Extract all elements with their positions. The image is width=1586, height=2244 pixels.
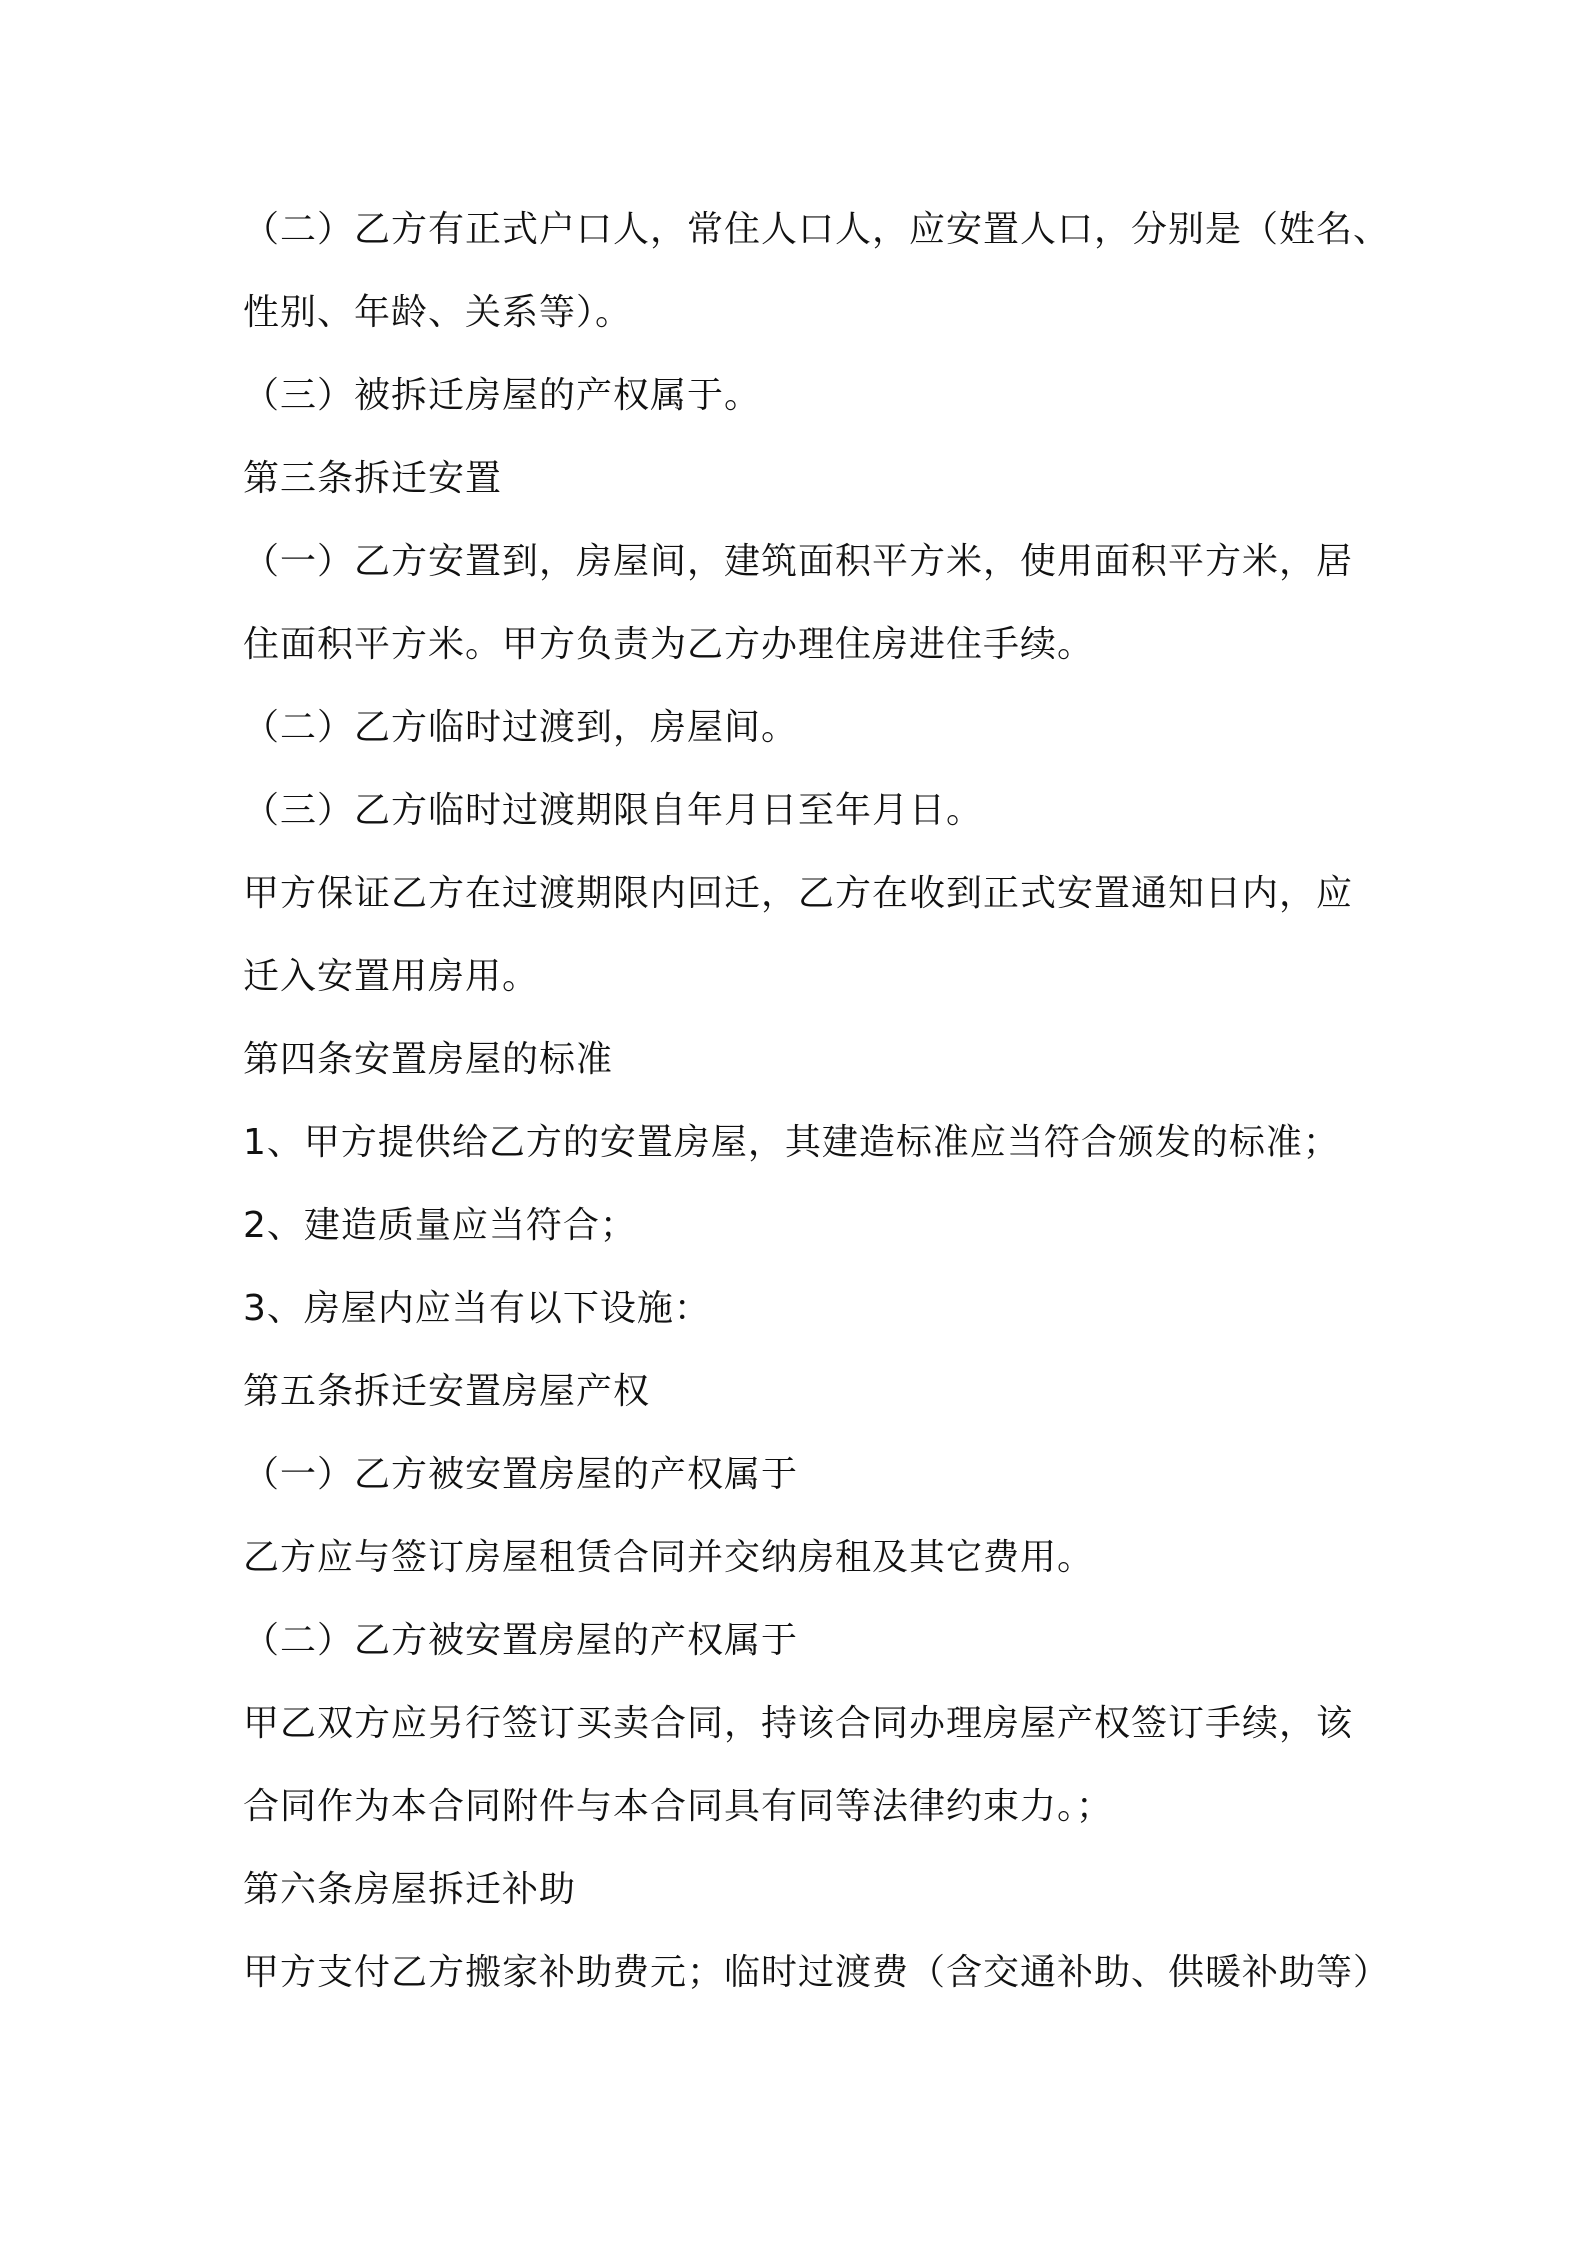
text-line-return-guarantee-cont: 迁入安置用房用。 [243, 956, 540, 997]
text-line-clause-2-2: （二）乙方有正式户口人，常住人口人，应安置人口，分别是（姓名、 [243, 209, 1391, 250]
text-line-clause-5-1: （一）乙方被安置房屋的产权属于 [243, 1454, 799, 1495]
section-heading-article-6: 第六条房屋拆迁补助 [243, 1869, 577, 1910]
text-line-lease-contract: 乙方应与签订房屋租赁合同并交纳房租及其它费用。 [243, 1537, 1095, 1578]
text-line-clause-2-2-cont: 性别、年龄、关系等）。 [243, 292, 633, 333]
text-line-standard-2: 2、建造质量应当符合； [243, 1205, 637, 1246]
section-heading-article-3: 第三条拆迁安置 [243, 458, 503, 499]
text-line-clause-3-1-cont: 住面积平方米。甲方负责为乙方办理住房进住手续。 [243, 624, 1095, 665]
text-line-clause-3-1: （一）乙方安置到，房屋间，建筑面积平方米，使用面积平方米，居 [243, 541, 1354, 582]
section-heading-article-5: 第五条拆迁安置房屋产权 [243, 1371, 651, 1412]
text-line-clause-3-3: （三）乙方临时过渡期限自年月日至年月日。 [243, 790, 984, 831]
text-line-sale-contract-cont: 合同作为本合同附件与本合同具有同等法律约束力。； [243, 1786, 1114, 1827]
text-line-standard-3: 3、房屋内应当有以下设施： [243, 1288, 711, 1329]
text-line-sale-contract: 甲乙双方应另行签订买卖合同，持该合同办理房屋产权签订手续，该 [243, 1703, 1354, 1744]
text-line-clause-2-3: （三）被拆迁房屋的产权属于。 [243, 375, 762, 416]
section-heading-article-4: 第四条安置房屋的标准 [243, 1039, 614, 1080]
text-line-clause-3-2: （二）乙方临时过渡到，房屋间。 [243, 707, 799, 748]
text-line-return-guarantee: 甲方保证乙方在过渡期限内回迁，乙方在收到正式安置通知日内，应 [243, 873, 1354, 914]
text-line-clause-5-2: （二）乙方被安置房屋的产权属于 [243, 1620, 799, 1661]
text-line-standard-1: 1、甲方提供给乙方的安置房屋，其建造标准应当符合颁发的标准； [243, 1122, 1340, 1163]
text-line-subsidy: 甲方支付乙方搬家补助费元；临时过渡费（含交通补助、供暖补助等） [243, 1952, 1391, 1993]
